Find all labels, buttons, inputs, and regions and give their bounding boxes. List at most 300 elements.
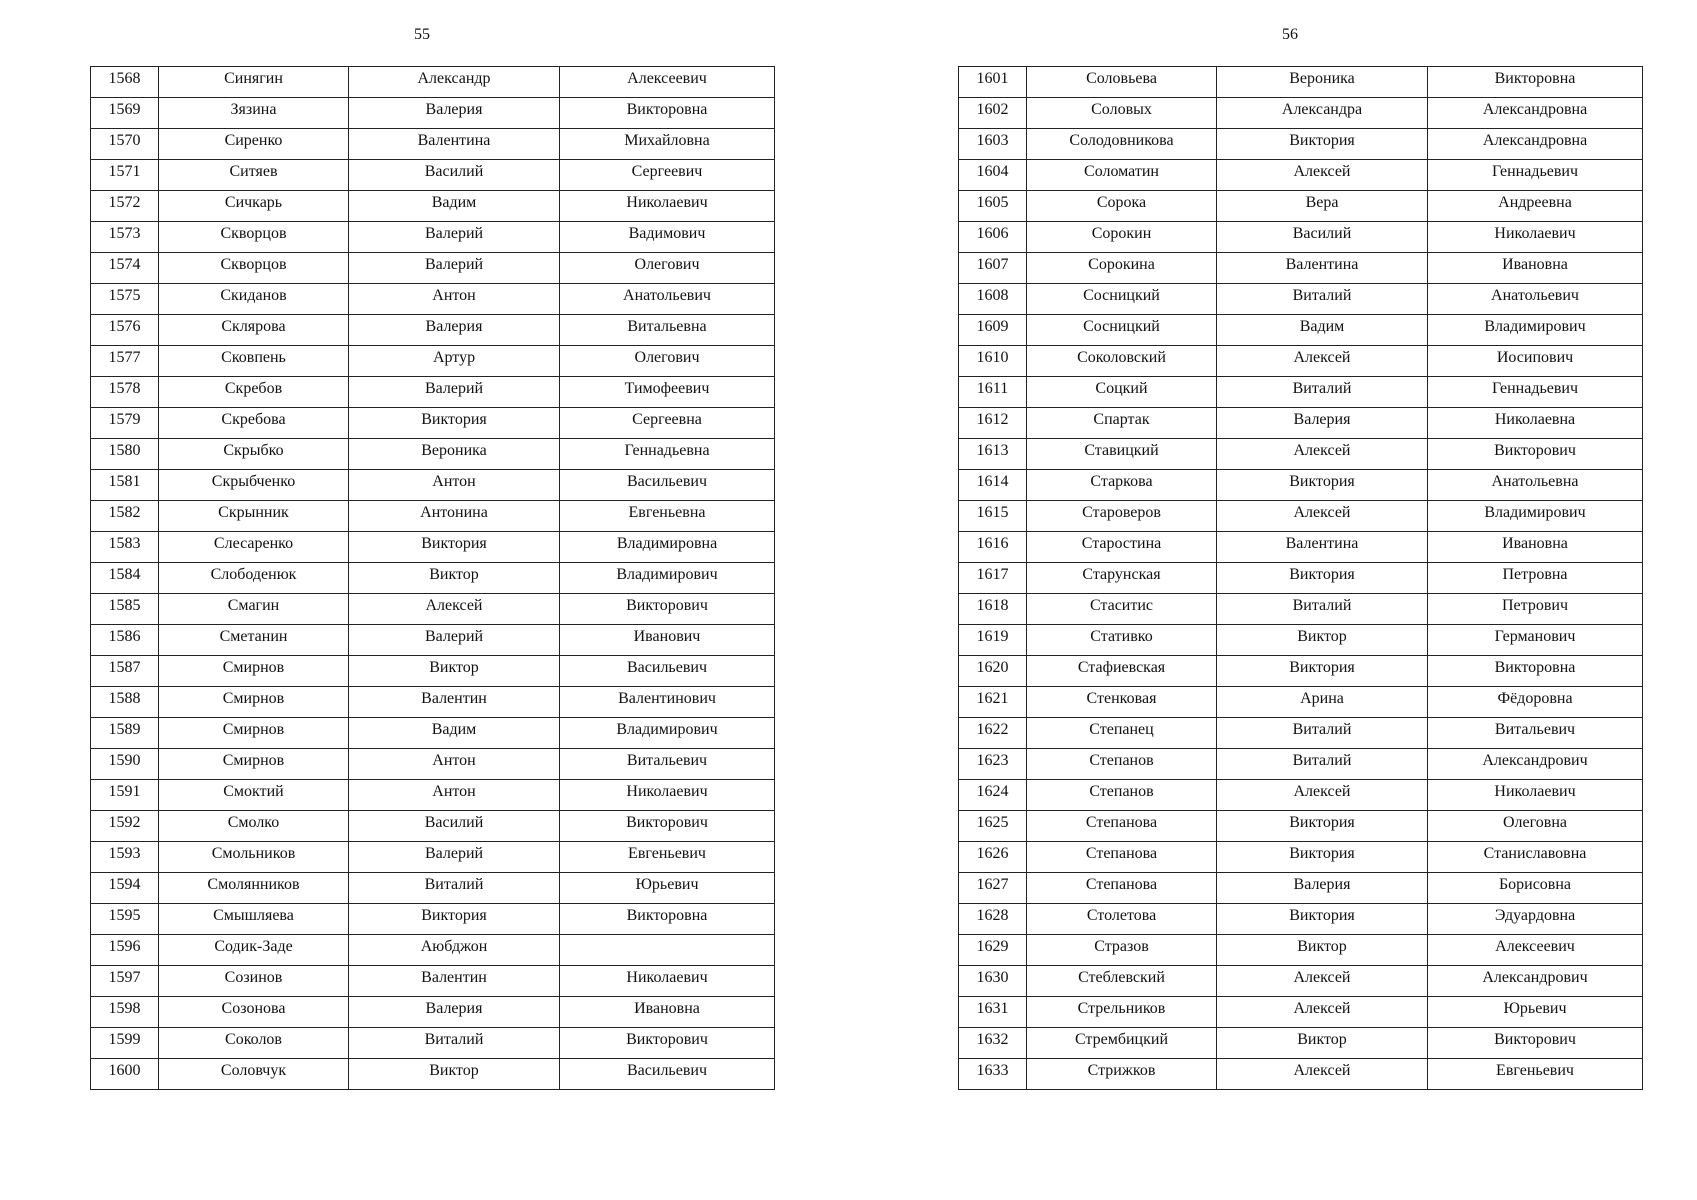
first-name-cell: Виталий [1217,284,1428,315]
patronymic-cell: Ивановна [560,997,775,1028]
first-name-cell: Вероника [349,439,560,470]
table-row [959,594,1643,625]
patronymic-cell: Вадимович [560,222,775,253]
first-name-cell: Виталий [349,1028,560,1059]
last-name-cell: Склярова [159,315,349,346]
row-number-cell: 1614 [959,470,1027,501]
table-row [91,718,775,749]
last-name-cell: Стаситис [1027,594,1217,625]
first-name-cell: Виктор [1217,1028,1428,1059]
table-row [91,687,775,718]
row-number-cell: 1590 [91,749,159,780]
table-row [91,997,775,1028]
patronymic-cell: Юрьевич [1428,997,1643,1028]
row-number-cell: 1613 [959,439,1027,470]
patronymic-cell: Тимофеевич [560,377,775,408]
last-name-cell: Спартак [1027,408,1217,439]
patronymic-cell: Евгеньевна [560,501,775,532]
table-row [91,780,775,811]
table-row [959,98,1643,129]
first-name-cell: Виктор [349,563,560,594]
first-name-cell: Виталий [1217,594,1428,625]
patronymic-cell: Сергеевна [560,408,775,439]
patronymic-cell: Борисовна [1428,873,1643,904]
row-number-cell: 1588 [91,687,159,718]
table-row [91,563,775,594]
table-row [91,470,775,501]
patronymic-cell: Михайловна [560,129,775,160]
first-name-cell: Виктория [1217,470,1428,501]
table-row [91,129,775,160]
table-row [959,408,1643,439]
first-name-cell: Виктория [349,408,560,439]
last-name-cell: Соловьева [1027,67,1217,98]
last-name-cell: Смолянников [159,873,349,904]
table-row [91,284,775,315]
first-name-cell: Алексей [1217,780,1428,811]
table-row [959,1059,1643,1090]
patronymic-cell: Алексеевич [1428,935,1643,966]
patronymic-cell: Станиславовна [1428,842,1643,873]
last-name-cell: Смольников [159,842,349,873]
row-number-cell: 1570 [91,129,159,160]
last-name-cell: Стенковая [1027,687,1217,718]
last-name-cell: Смышляева [159,904,349,935]
first-name-cell: Виталий [1217,377,1428,408]
table-row [959,439,1643,470]
row-number-cell: 1578 [91,377,159,408]
patronymic-cell: Эдуардовна [1428,904,1643,935]
first-name-cell: Аюбджон [349,935,560,966]
last-name-cell: Стативко [1027,625,1217,656]
last-name-cell: Старунская [1027,563,1217,594]
row-number-cell: 1623 [959,749,1027,780]
patronymic-cell: Александрович [1428,749,1643,780]
last-name-cell: Смирнов [159,718,349,749]
row-number-cell: 1592 [91,811,159,842]
table-row [959,470,1643,501]
patronymic-cell: Евгеньевич [1428,1059,1643,1090]
first-name-cell: Василий [349,160,560,191]
patronymic-cell: Ивановна [1428,532,1643,563]
table-row [959,842,1643,873]
last-name-cell: Скиданов [159,284,349,315]
patronymic-cell: Иванович [560,625,775,656]
row-number-cell: 1599 [91,1028,159,1059]
row-number-cell: 1626 [959,842,1027,873]
last-name-cell: Сосницкий [1027,284,1217,315]
last-name-cell: Соловчук [159,1059,349,1090]
table-row [91,191,775,222]
row-number-cell: 1630 [959,966,1027,997]
table-row [959,532,1643,563]
first-name-cell: Валерия [349,315,560,346]
table-row [91,98,775,129]
last-name-cell: Содик-Заде [159,935,349,966]
table-row [91,842,775,873]
first-name-cell: Василий [349,811,560,842]
first-name-cell: Антон [349,749,560,780]
table-row [91,1028,775,1059]
patronymic-cell: Анатольевна [1428,470,1643,501]
last-name-cell: Стразов [1027,935,1217,966]
first-name-cell: Виталий [1217,749,1428,780]
row-number-cell: 1610 [959,346,1027,377]
first-name-cell: Валентин [349,687,560,718]
table-row [91,966,775,997]
row-number-cell: 1580 [91,439,159,470]
row-number-cell: 1583 [91,532,159,563]
last-name-cell: Степанов [1027,780,1217,811]
first-name-cell: Валерия [1217,873,1428,904]
last-name-cell: Скрыбченко [159,470,349,501]
row-number-cell: 1631 [959,997,1027,1028]
table-row [959,873,1643,904]
row-number-cell: 1617 [959,563,1027,594]
table-row [91,904,775,935]
row-number-cell: 1594 [91,873,159,904]
last-name-cell: Скребов [159,377,349,408]
first-name-cell: Виталий [1217,718,1428,749]
table-row [959,904,1643,935]
first-name-cell: Виктория [1217,129,1428,160]
row-number-cell: 1585 [91,594,159,625]
first-name-cell: Валерий [349,253,560,284]
patronymic-cell: Николаевич [1428,780,1643,811]
table-row [91,656,775,687]
first-name-cell: Валерия [1217,408,1428,439]
first-name-cell: Арина [1217,687,1428,718]
row-number-cell: 1571 [91,160,159,191]
first-name-cell: Вероника [1217,67,1428,98]
first-name-cell: Артур [349,346,560,377]
first-name-cell: Александр [349,67,560,98]
patronymic-cell: Николаевич [560,780,775,811]
last-name-cell: Созинов [159,966,349,997]
first-name-cell: Виктория [349,904,560,935]
table-row [91,67,775,98]
table-row [959,935,1643,966]
row-number-cell: 1597 [91,966,159,997]
patronymic-cell: Сергеевич [560,160,775,191]
first-name-cell: Василий [1217,222,1428,253]
first-name-cell: Антонина [349,501,560,532]
patronymic-cell: Николаевна [1428,408,1643,439]
patronymic-cell: Петрович [1428,594,1643,625]
row-number-cell: 1633 [959,1059,1027,1090]
patronymic-cell: Анатольевич [1428,284,1643,315]
row-number-cell: 1616 [959,532,1027,563]
patronymic-cell: Викторович [560,594,775,625]
last-name-cell: Скворцов [159,222,349,253]
patronymic-cell: Васильевич [560,1059,775,1090]
row-number-cell: 1569 [91,98,159,129]
table-row [959,1028,1643,1059]
last-name-cell: Зязина [159,98,349,129]
last-name-cell: Солодовникова [1027,129,1217,160]
row-number-cell: 1619 [959,625,1027,656]
last-name-cell: Стрижков [1027,1059,1217,1090]
first-name-cell: Алексей [1217,346,1428,377]
last-name-cell: Созонова [159,997,349,1028]
first-name-cell: Алексей [1217,501,1428,532]
table-row [959,346,1643,377]
last-name-cell: Соловых [1027,98,1217,129]
roster-body [959,67,1643,1090]
row-number-cell: 1622 [959,718,1027,749]
first-name-cell: Виктория [1217,563,1428,594]
first-name-cell: Вадим [349,191,560,222]
patronymic-cell: Витальевич [1428,718,1643,749]
row-number-cell: 1593 [91,842,159,873]
first-name-cell: Валентина [1217,532,1428,563]
patronymic-cell: Иосипович [1428,346,1643,377]
last-name-cell: Смирнов [159,656,349,687]
last-name-cell: Скрыбко [159,439,349,470]
first-name-cell: Валентина [1217,253,1428,284]
table-row [91,315,775,346]
patronymic-cell: Владимирович [560,718,775,749]
table-row [91,253,775,284]
row-number-cell: 1568 [91,67,159,98]
first-name-cell: Виктория [1217,842,1428,873]
patronymic-cell: Евгеньевич [560,842,775,873]
row-number-cell: 1581 [91,470,159,501]
last-name-cell: Стрельников [1027,997,1217,1028]
patronymic-cell: Владимирович [560,563,775,594]
last-name-cell: Степанова [1027,873,1217,904]
last-name-cell: Слесаренко [159,532,349,563]
first-name-cell: Виктория [1217,904,1428,935]
patronymic-cell: Олегович [560,346,775,377]
row-number-cell: 1598 [91,997,159,1028]
table-row [959,315,1643,346]
last-name-cell: Сиренко [159,129,349,160]
patronymic-cell: Викторовна [560,904,775,935]
row-number-cell: 1575 [91,284,159,315]
last-name-cell: Старостина [1027,532,1217,563]
patronymic-cell: Александровна [1428,129,1643,160]
table-row [959,811,1643,842]
patronymic-cell: Германович [1428,625,1643,656]
patronymic-cell: Николаевич [560,966,775,997]
table-row [959,656,1643,687]
patronymic-cell: Юрьевич [560,873,775,904]
table-row [959,780,1643,811]
last-name-cell: Стеблевский [1027,966,1217,997]
row-number-cell: 1632 [959,1028,1027,1059]
patronymic-cell: Андреевна [1428,191,1643,222]
row-number-cell: 1607 [959,253,1027,284]
table-row [91,501,775,532]
patronymic-cell: Владимирович [1428,315,1643,346]
patronymic-cell: Олегович [560,253,775,284]
row-number-cell: 1615 [959,501,1027,532]
table-row [91,625,775,656]
roster-body [91,67,775,1090]
first-name-cell: Валерия [349,98,560,129]
first-name-cell: Алексей [1217,160,1428,191]
table-row [959,687,1643,718]
patronymic-cell: Николаевич [1428,222,1643,253]
table-row [959,966,1643,997]
last-name-cell: Стафиевская [1027,656,1217,687]
row-number-cell: 1586 [91,625,159,656]
row-number-cell: 1609 [959,315,1027,346]
table-row [959,997,1643,1028]
row-number-cell: 1572 [91,191,159,222]
patronymic-cell: Олеговна [1428,811,1643,842]
first-name-cell: Александра [1217,98,1428,129]
patronymic-cell [560,935,775,966]
last-name-cell: Сорокина [1027,253,1217,284]
row-number-cell: 1591 [91,780,159,811]
last-name-cell: Стрембицкий [1027,1028,1217,1059]
row-number-cell: 1584 [91,563,159,594]
row-number-cell: 1576 [91,315,159,346]
first-name-cell: Виктория [1217,656,1428,687]
last-name-cell: Столетова [1027,904,1217,935]
last-name-cell: Смоктий [159,780,349,811]
table-row [91,532,775,563]
row-number-cell: 1629 [959,935,1027,966]
row-number-cell: 1627 [959,873,1027,904]
last-name-cell: Ставицкий [1027,439,1217,470]
patronymic-cell: Владимирович [1428,501,1643,532]
first-name-cell: Антон [349,780,560,811]
first-name-cell: Валерия [349,997,560,1028]
first-name-cell: Валерий [349,222,560,253]
table-row [91,873,775,904]
patronymic-cell: Геннадьевич [1428,377,1643,408]
last-name-cell: Скворцов [159,253,349,284]
last-name-cell: Староверов [1027,501,1217,532]
row-number-cell: 1603 [959,129,1027,160]
table-row [959,160,1643,191]
last-name-cell: Скрынник [159,501,349,532]
last-name-cell: Сорока [1027,191,1217,222]
table-row [959,67,1643,98]
patronymic-cell: Николаевич [560,191,775,222]
last-name-cell: Синягин [159,67,349,98]
row-number-cell: 1602 [959,98,1027,129]
row-number-cell: 1573 [91,222,159,253]
table-row [959,129,1643,160]
row-number-cell: 1582 [91,501,159,532]
patronymic-cell: Викторовна [560,98,775,129]
last-name-cell: Смагин [159,594,349,625]
patronymic-cell: Анатольевич [560,284,775,315]
row-number-cell: 1577 [91,346,159,377]
last-name-cell: Смирнов [159,687,349,718]
table-row [959,625,1643,656]
roster-table [958,66,1643,1090]
patronymic-cell: Викторовна [1428,67,1643,98]
first-name-cell: Валерий [349,625,560,656]
patronymic-cell: Васильевич [560,656,775,687]
first-name-cell: Вадим [349,718,560,749]
last-name-cell: Сосницкий [1027,315,1217,346]
row-number-cell: 1604 [959,160,1027,191]
first-name-cell: Алексей [349,594,560,625]
first-name-cell: Виктория [349,532,560,563]
table-row [959,191,1643,222]
row-number-cell: 1587 [91,656,159,687]
last-name-cell: Сорокин [1027,222,1217,253]
patronymic-cell: Фёдоровна [1428,687,1643,718]
first-name-cell: Алексей [1217,439,1428,470]
row-number-cell: 1608 [959,284,1027,315]
first-name-cell: Виктор [1217,935,1428,966]
table-row [91,594,775,625]
first-name-cell: Алексей [1217,1059,1428,1090]
last-name-cell: Старкова [1027,470,1217,501]
first-name-cell: Вера [1217,191,1428,222]
patronymic-cell: Алексеевич [560,67,775,98]
table-row [91,439,775,470]
last-name-cell: Соколов [159,1028,349,1059]
patronymic-cell: Владимировна [560,532,775,563]
last-name-cell: Смирнов [159,749,349,780]
last-name-cell: Степанова [1027,811,1217,842]
row-number-cell: 1595 [91,904,159,935]
row-number-cell: 1605 [959,191,1027,222]
last-name-cell: Степанова [1027,842,1217,873]
patronymic-cell: Витальевна [560,315,775,346]
first-name-cell: Виктор [349,1059,560,1090]
page-number: 55 [414,26,430,43]
row-number-cell: 1611 [959,377,1027,408]
table-row [91,346,775,377]
patronymic-cell: Валентинович [560,687,775,718]
last-name-cell: Сковпень [159,346,349,377]
last-name-cell: Степанец [1027,718,1217,749]
patronymic-cell: Геннадьевна [560,439,775,470]
first-name-cell: Антон [349,470,560,501]
table-row [959,284,1643,315]
table-row [91,749,775,780]
first-name-cell: Валерий [349,377,560,408]
patronymic-cell: Геннадьевич [1428,160,1643,191]
first-name-cell: Вадим [1217,315,1428,346]
first-name-cell: Антон [349,284,560,315]
last-name-cell: Смолко [159,811,349,842]
patronymic-cell: Витальевич [560,749,775,780]
table-row [91,935,775,966]
patronymic-cell: Петровна [1428,563,1643,594]
table-row [959,222,1643,253]
page-number: 56 [1282,26,1298,43]
first-name-cell: Виталий [349,873,560,904]
first-name-cell: Алексей [1217,966,1428,997]
table-row [91,408,775,439]
table-row [959,501,1643,532]
last-name-cell: Сичкарь [159,191,349,222]
last-name-cell: Сметанин [159,625,349,656]
table-row [959,253,1643,284]
table-row [959,749,1643,780]
row-number-cell: 1624 [959,780,1027,811]
row-number-cell: 1596 [91,935,159,966]
first-name-cell: Валерий [349,842,560,873]
last-name-cell: Скребова [159,408,349,439]
patronymic-cell: Александровна [1428,98,1643,129]
row-number-cell: 1628 [959,904,1027,935]
patronymic-cell: Викторовна [1428,656,1643,687]
first-name-cell: Виктор [349,656,560,687]
patronymic-cell: Викторович [560,1028,775,1059]
last-name-cell: Степанов [1027,749,1217,780]
